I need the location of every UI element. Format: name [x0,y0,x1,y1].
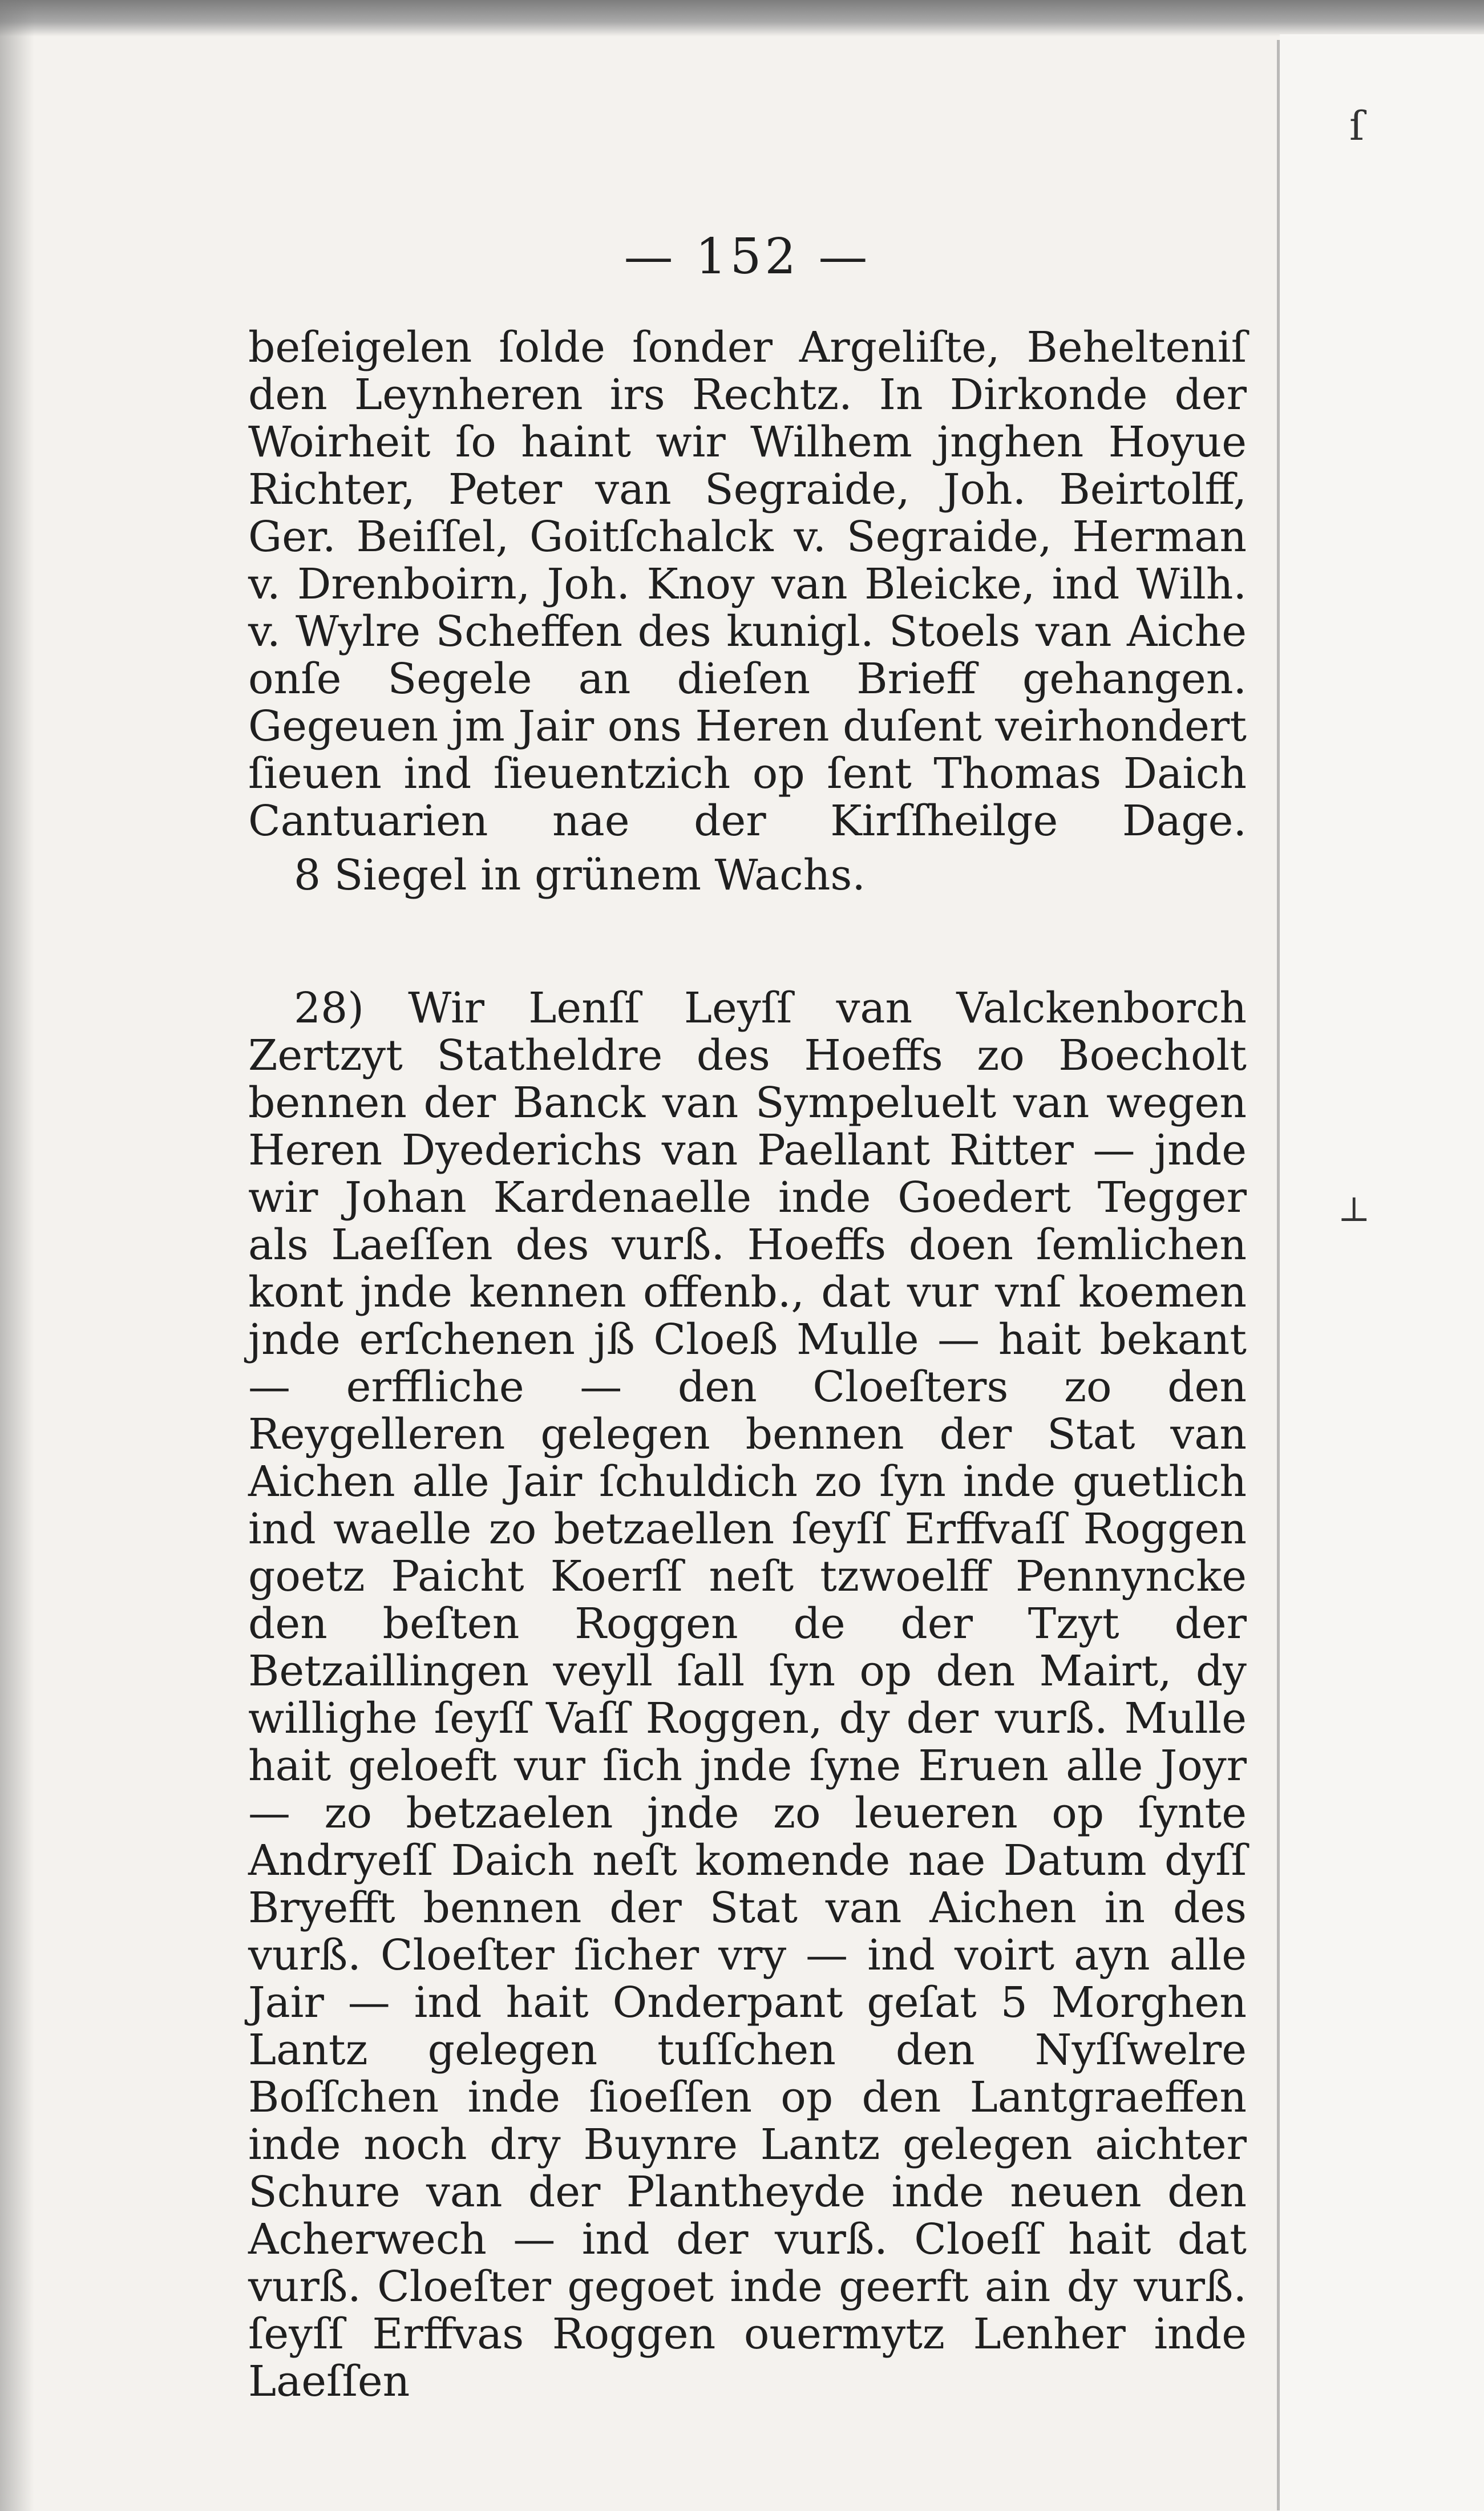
seal-note: 8 Siegel in grünem Wachs. [294,851,866,900]
page-number: — 152 — [624,228,871,285]
scan-top-shadow [0,0,1484,37]
paragraph-1: beſeigelen ſolde ſonder Argeliſte, Behelteniſ den Leynheren irs Rechtz. In Dirkonde der Woirheit ſo haint wir Wilhem jnghen Hoyue Richter, Peter van Segraide, Joh. Beirtolff, Ger. Beiſſel, Goitſchalck v. Segraide, Herman v. Drenboirn, Joh. Knoy van Bleicke, ind Wilh. v. Wylre Scheffen des kunigl. Stoels van Aiche onſe Segele an dieſen Brieff gehangen. Gegeuen jm Jair ons Heren duſent veirhondert ſieuen ind ſieuentzich op ſent Thomas Daich Cantuarien nae der Kirſſheilge Dage. [248,323,1247,846]
margin-mark-middle: ⊥ [1338,1190,1370,1230]
page-content [248,228,1247,2405]
margin-mark-top: ſ [1349,103,1364,149]
scan-left-shadow [0,0,34,2511]
section-gap [248,899,1247,985]
page-fold-line [1277,40,1280,2510]
paragraph-28: 28) Wir Lenſſ Leyſſ van Valckenborch Zertzyt Statheldre des Hoeffs zo Boecholt bennen der Banck van Sympeluelt van wegen Heren Dyederichs van Paellant Ritter — jnde wir Johan Kardenaelle inde Goedert Tegger als Laeſſen des vurß. Hoeffs doen ſemlichen kont jnde kennen offenb., dat vur vnſ koemen jnde erſchenen jß Cloeß Mulle — hait bekant — erffliche — den Cloeſters zo den Reygelleren gelegen bennen der Stat van Aichen alle Jair ſchuldich zo ſyn inde guetlich ind waelle zo betzaellen ſeyſſ Erffvaſſ Roggen goetz Paicht Koerſſ neſt tzwoelff Pennyncke den beſten Roggen de der Tzyt der Betzaillingen veyll ſall ſyn op den Mairt, dy willighe ſeyſſ Vaſſ Roggen, dy der vurß. Mulle hait geloeft vur ſich jnde ſyne Eruen alle Joyr — zo betzaelen jnde zo leueren op ſynte Andryeſſ Daich neſt komende nae Datum dyſſ Bryefft bennen der Stat van Aichen in des vurß. Cloeſter ſicher vry — ind voirt ayn alle Jair — ind hait Onderpant geſat 5 Morghen Lantz gelegen tuſſchen den Nyſſwelre Boſſchen inde ſioeſſen op den Lantgraeffen inde noch dry Buynre Lantz gelegen aichter Schure van der Plantheyde inde neuen den Acherwech — ind der vurß. Cloeſſ hait dat vurß. Cloeſter gegoet inde geerft ain dy vurß. ſeyſſ Erffvas Roggen ouermytz Lenher inde Laeſſen [248,984,1247,2406]
adjacent-page-strip [1280,34,1484,2511]
